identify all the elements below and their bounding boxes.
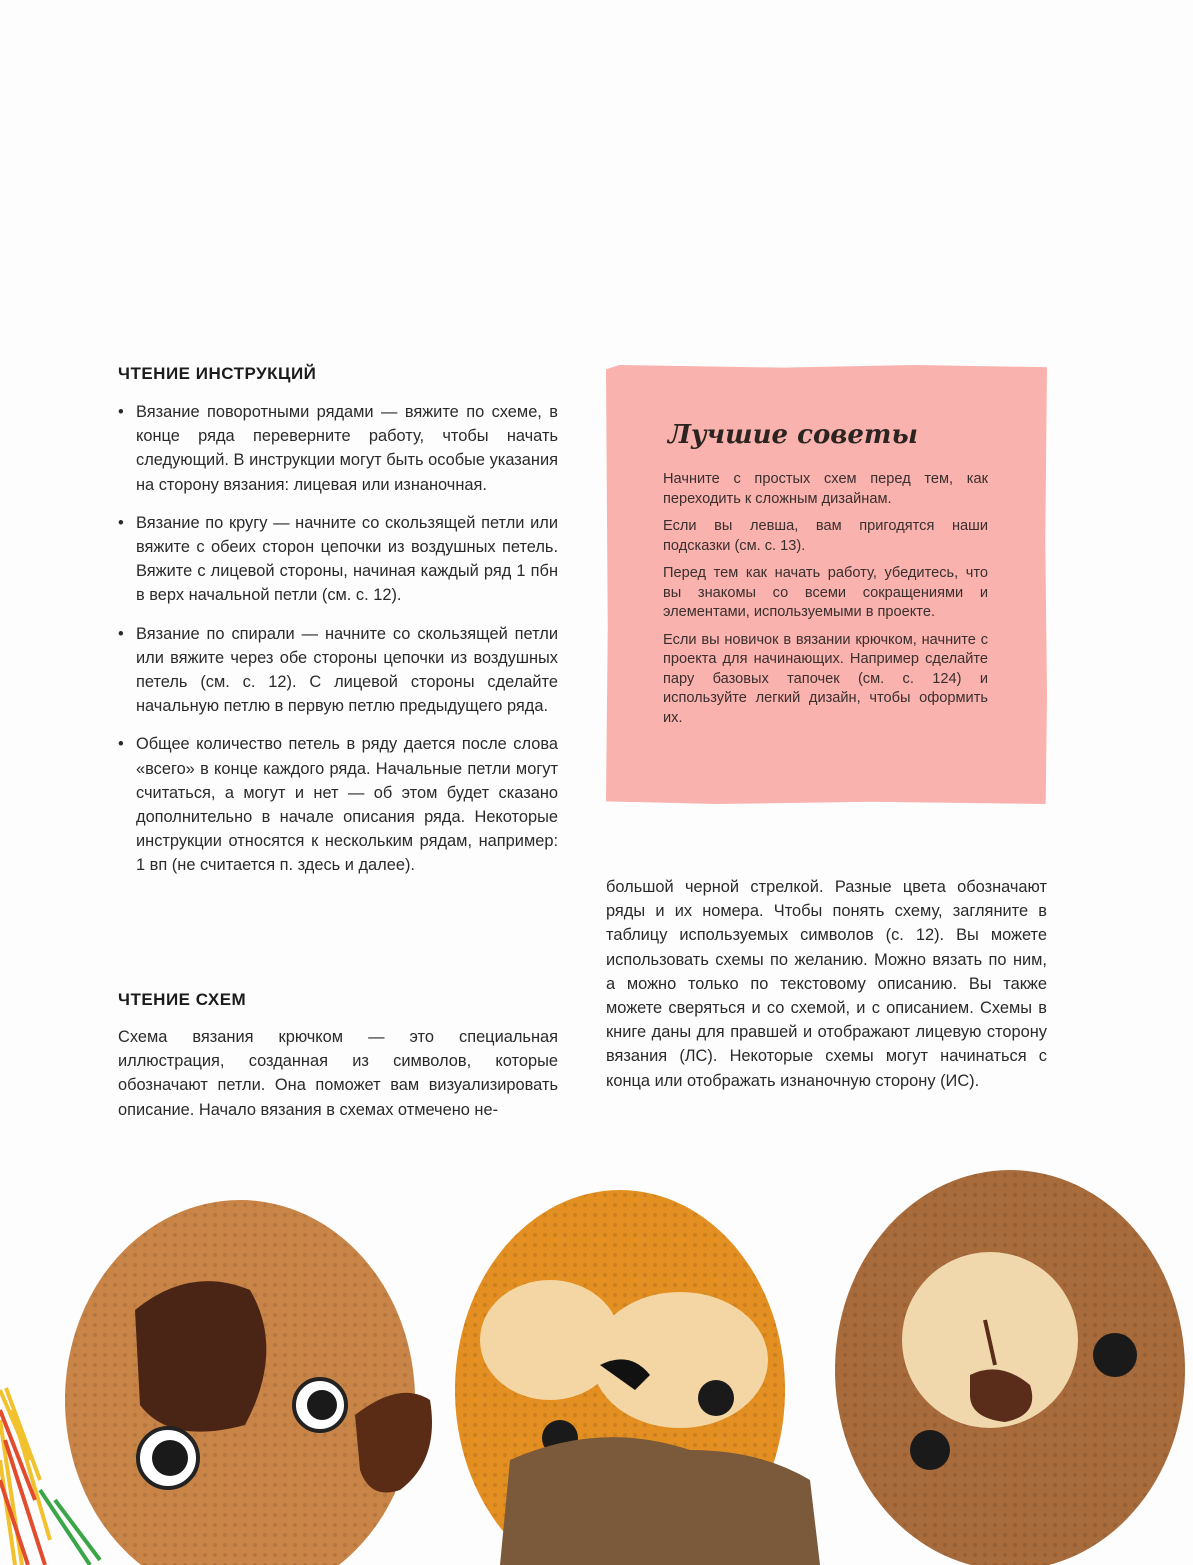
bullet-marker: • (118, 624, 124, 643)
bear-slipper (835, 1170, 1185, 1565)
bullet-marker: • (118, 513, 124, 532)
list-item (118, 400, 558, 497)
lion-slipper (455, 1190, 820, 1565)
tips-list (663, 470, 988, 736)
tips-title: Лучшие советы (668, 420, 918, 450)
dog-slipper (65, 1200, 432, 1565)
charts-paragraph-right: большой черной стрелкой. Разные цвета обозначают ряды и их номера. Чтобы понять схему, загляните в таблицу используемых символов (с. 12). Вы можете использовать схемы по желанию. Можно вязать по ним, а можно только по текстовому описанию. Вы также можете сверяться и со схемой, и с описанием. Схемы в книге даны для правшей и отображают лицевую сторону вязания (ЛС). Некоторые схемы могут начинаться с конца или отображать изнаночную сторону (ИС). (606, 878, 1047, 1090)
tip-item: Начните с простых схем перед тем, как переходить к сложным дизайнам. (663, 471, 988, 507)
crochet-slippers-photo (0, 1160, 1193, 1565)
section-heading-reading-charts: ЧТЕНИЕ СХЕМ (118, 990, 247, 1009)
tip-item: Если вы левша, вам пригодятся наши подсказки (см. с. 13). (663, 518, 988, 554)
bullet-text: Вязание поворотными рядами — вяжите по схеме, в конце ряда переверните работу, чтобы начать следующий. В инструкции могут быть особые указания на сторону вязания: лицевая или изнаночная. (136, 403, 558, 494)
list-item (118, 622, 558, 719)
tip-item: Перед тем как начать работу, убедитесь, что вы знакомы со всеми сокращениями и элементами, используемыми в проекте. (663, 565, 988, 620)
tip-item: Если вы новичок в вязании крючком, начните с проекта для начинающих. Например сделайте пару базовых тапочек (см. с. 124) и используйте легкий дизайн, чтобы оформить их. (663, 631, 988, 726)
bullet-text: Общее количество петель в ряду дается после слова «всего» в конце каждого ряда. Начальные петли могут считаться, а могут и нет — об этом будет сказано дополнительно в начале описания ряда. Некоторые инструкции относятся к нескольким рядам, например: 1 вп (не считается п. здесь и далее). (136, 735, 558, 875)
list-item (118, 732, 558, 877)
instructions-bullet-list (118, 400, 558, 892)
bullet-text: Вязание по кругу — начните со скользящей петли или вяжите с обеих сторон цепочки из воздушных петель. Вяжите с лицевой стороны, начиная каждый ряд 1 пбн в верх начальной петли (см. с. 12). (136, 513, 558, 605)
bullet-marker: • (118, 403, 124, 421)
section-heading-reading-instructions: ЧТЕНИЕ ИНСТРУКЦИЙ (118, 364, 317, 383)
charts-paragraph-left: Схема вязания крючком — это специальная иллюстрация, созданная из символов, которые обозначают петли. Она поможет вам визуализировать описание. Начало вязания в схемах отмечено не- (118, 1028, 558, 1119)
list-item (118, 511, 558, 608)
bullet-marker: • (118, 735, 124, 754)
bullet-text: Вязание по спирали — начните со скользящей петли или вяжите через обе стороны цепочки из воздушных петель (см. с. 12). С лицевой стороны сделайте начальную петлю в первую петлю предыдущего ряда. (136, 624, 558, 716)
